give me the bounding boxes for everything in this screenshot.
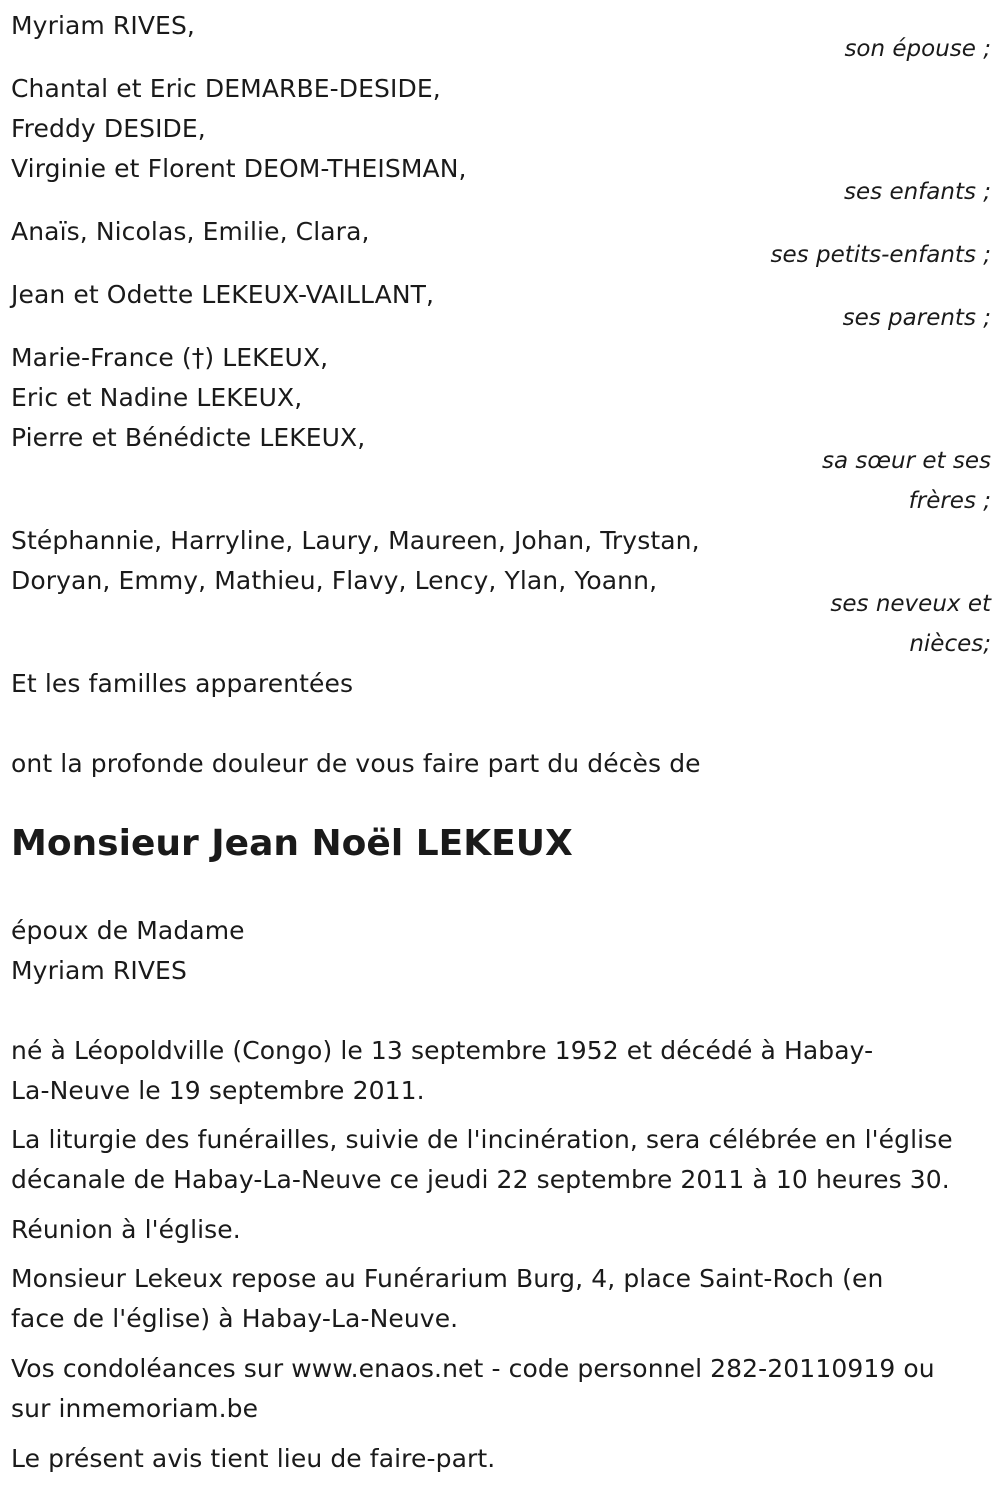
parents-names: Jean et Odette LEKEUX-VAILLANT, <box>11 280 435 309</box>
child-name: Freddy DESIDE, <box>11 114 206 143</box>
funeral-line: La liturgie des funérailles, suivie de l'incinération, sera célébrée en l'église <box>11 1125 953 1154</box>
siblings-role: sa sœur et ses <box>822 448 991 474</box>
grandchildren-role: ses petits-enfants ; <box>770 242 991 268</box>
nephews-role: nièces; <box>909 631 991 657</box>
nephews-names: Stéphannie, Harryline, Laury, Maureen, Johan, Trystan, <box>11 526 700 555</box>
sibling-name: Pierre et Bénédicte LEKEUX, <box>11 423 366 452</box>
announcement-text: ont la profonde douleur de vous faire part du décès de <box>11 749 701 778</box>
rest-place-line: face de l'église) à Habay-La-Neuve. <box>11 1304 459 1333</box>
child-name: Chantal et Eric DEMARBE-DESIDE, <box>11 74 441 103</box>
siblings-role: frères ; <box>908 488 991 514</box>
birth-death-line: La-Neuve le 19 septembre 2011. <box>11 1076 425 1105</box>
funeral-line: décanale de Habay-La-Neuve ce jeudi 22 septembre 2011 à 10 heures 30. <box>11 1165 950 1194</box>
spouse-of-line: Myriam RIVES <box>11 956 187 985</box>
grandchildren-names: Anaïs, Nicolas, Emilie, Clara, <box>11 217 370 246</box>
sibling-name: Marie-France (†) LEKEUX, <box>11 343 329 372</box>
condolences-line: sur inmemoriam.be <box>11 1394 259 1423</box>
meeting-line: Réunion à l'église. <box>11 1215 241 1244</box>
spouse-role: son épouse ; <box>844 36 991 62</box>
child-name: Virginie et Florent DEOM-THEISMAN, <box>11 154 467 183</box>
closing-line: Le présent avis tient lieu de faire-part. <box>11 1444 496 1473</box>
rest-place-line: Monsieur Lekeux repose au Funérarium Burg, 4, place Saint-Roch (en <box>11 1264 884 1293</box>
parents-role: ses parents ; <box>842 305 991 331</box>
sibling-name: Eric et Nadine LEKEUX, <box>11 383 303 412</box>
extended-family: Et les familles apparentées <box>11 669 354 698</box>
birth-death-line: né à Léopoldville (Congo) le 13 septembre 1952 et décédé à Habay- <box>11 1036 874 1065</box>
nephews-role: ses neveux et <box>830 591 991 617</box>
children-role: ses enfants ; <box>844 179 991 205</box>
spouse-name: Myriam RIVES, <box>11 11 195 40</box>
condolences-line: Vos condoléances sur www.enaos.net - code personnel 282-20110919 ou <box>11 1354 935 1383</box>
nephews-names: Doryan, Emmy, Mathieu, Flavy, Lency, Ylan, Yoann, <box>11 566 658 595</box>
spouse-of-line: époux de Madame <box>11 916 245 945</box>
deceased-name: Monsieur Jean Noël LEKEUX <box>11 823 573 864</box>
